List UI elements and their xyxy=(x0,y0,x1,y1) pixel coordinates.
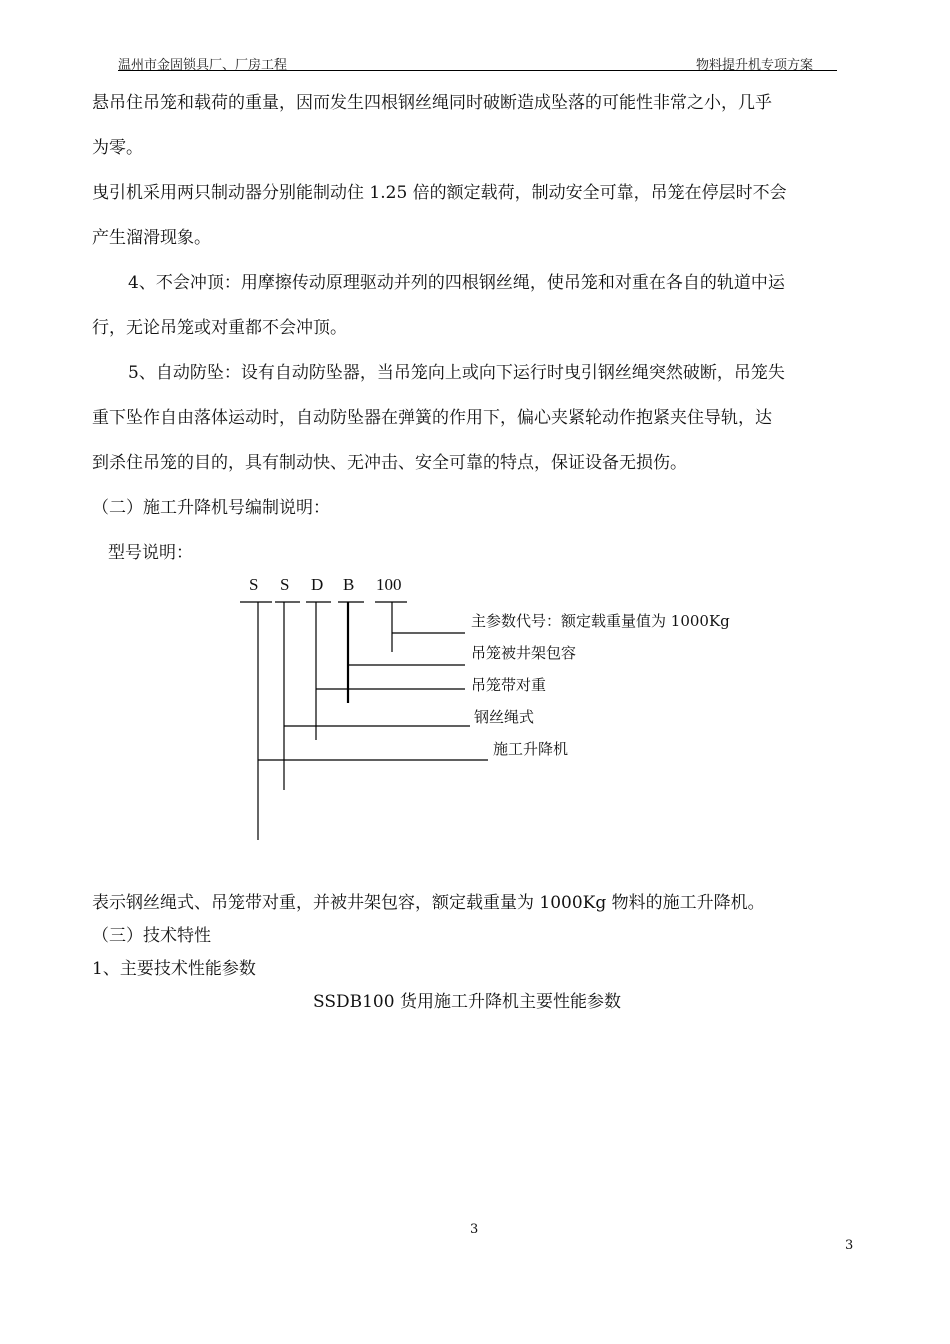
body-line-6: 行，无论吊笼或对重都不会冲顶。 xyxy=(92,318,347,338)
summary-line: 表示钢丝绳式、吊笼带对重，并被井架包容，额定载重量为 1000Kg 物料的施工升降机。 xyxy=(92,893,765,913)
body-line-5: 4、不会冲顶：用摩擦传动原理驱动并列的四根钢丝绳，使吊笼和对重在各自的轨道中运 xyxy=(128,273,785,293)
label-wire-rope: 钢丝绳式 xyxy=(474,708,535,726)
label-counterweight: 吊笼带对重 xyxy=(471,676,547,694)
header-right: 物料提升机专项方案 xyxy=(696,58,814,73)
body-line-7: 5、自动防坠：设有自动防坠器，当吊笼向上或向下运行时曳引钢丝绳突然破断，吊笼失 xyxy=(128,363,785,383)
header-left: 温州市金固锁具厂、厂房工程 xyxy=(118,58,288,73)
code-100: 100 xyxy=(376,575,402,594)
body-line-3: 曳引机采用两只制动器分别能制动住 1.25 倍的额定载荷，制动安全可靠，吊笼在停层时不会 xyxy=(92,183,787,203)
body-line-9: 到杀住吊笼的目的，具有制动快、无冲击、安全可靠的特点，保证设备无损伤。 xyxy=(92,453,687,473)
label-hoist: 施工升降机 xyxy=(493,740,569,758)
label-main-parameter: 主参数代号：额定载重量值为 1000Kg xyxy=(471,612,730,630)
section-2-heading: （二）施工升降机号编制说明： xyxy=(92,498,330,518)
item-1-heading: 1、主要技术性能参数 xyxy=(92,959,256,979)
label-enclosed: 吊笼被井架包容 xyxy=(471,644,577,662)
body-line-2: 为零。 xyxy=(92,138,143,158)
page-number-right: 3 xyxy=(845,1238,854,1253)
section-3-heading: （三）技术特性 xyxy=(92,926,211,946)
body-line-8: 重下坠作自由落体运动时，自动防坠器在弹簧的作用下，偏心夹紧轮动作抱紧夹住导轨，达 xyxy=(92,408,772,428)
code-s2: S xyxy=(280,575,290,594)
code-b: B xyxy=(343,575,355,594)
body-line-4: 产生溜滑现象。 xyxy=(92,228,211,248)
code-d: D xyxy=(311,575,324,594)
model-label: 型号说明： xyxy=(108,543,193,563)
table-title: SSDB100 货用施工升降机主要性能参数 xyxy=(313,992,621,1012)
page-number-center: 3 xyxy=(470,1222,479,1237)
body-line-1: 悬吊住吊笼和载荷的重量，因而发生四根钢丝绳同时破断造成坠落的可能性非常之小，几乎 xyxy=(92,93,772,113)
code-s1: S xyxy=(249,575,259,594)
